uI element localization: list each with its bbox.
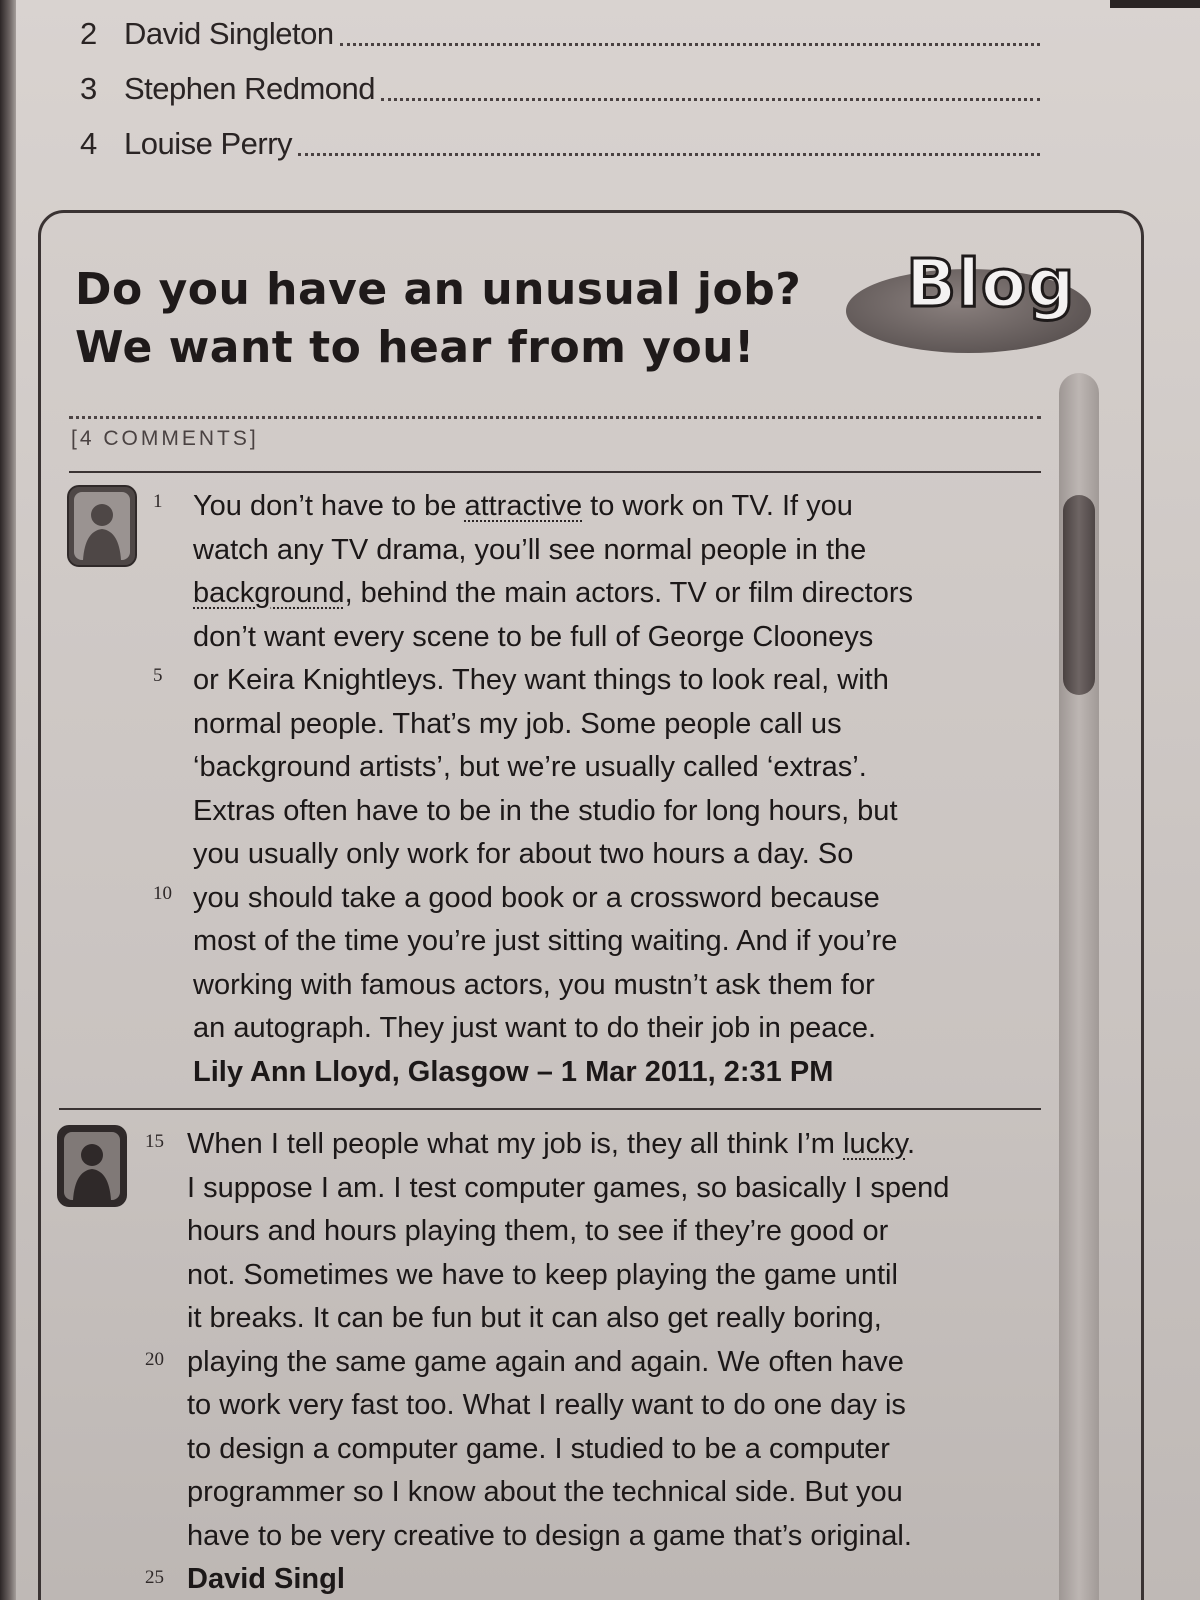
comment-line: don’t want every scene to be full of George Clooneys [193,620,874,653]
scrollbar-thumb[interactable] [1063,495,1095,695]
comment-line: playing the same game again and again. We often have [187,1345,904,1378]
text-run: , behind the main actors. TV or film directors [344,577,913,609]
comment-line: an autograph. They just want to do their job in peace. [193,1012,877,1044]
answer-row [80,107,1040,162]
answer-row [80,52,1040,107]
line-number: 10 [153,883,172,904]
comment-line: or Keira Knightleys. They want things to look real, with [193,664,889,696]
dotted-divider [69,416,1041,419]
line-number: 5 [153,665,163,686]
comment-line: normal people. That’s my job. Some people call us [193,707,842,740]
user-avatar-icon [67,485,137,567]
line-number: 20 [145,1349,164,1370]
answer-blank[interactable] [381,98,1040,101]
answer-list [80,0,1040,162]
line-number: 15 [145,1131,164,1152]
blog-title [75,261,801,377]
comment-line: programmer so I know about the technical side. But you [187,1476,903,1508]
text-run: . [906,1128,915,1160]
comment-line: it breaks. It can be fun but it can also get really boring, [187,1302,882,1334]
divider [69,471,1041,473]
text-run: You don’t have to be [193,490,465,522]
comment-line [193,572,913,616]
user-avatar-icon [57,1125,127,1207]
text-run: to work on TV. If you [582,490,853,522]
comment-line: I suppose I am. I test computer games, so basically I spend [187,1171,950,1204]
answer-blank[interactable] [340,43,1040,46]
line-number: 25 [145,1567,164,1588]
comment-signature: David Singl [187,1563,345,1595]
badge-label: Blog [906,245,1076,322]
comment-line: to design a computer game. I studied to be a computer [187,1432,890,1465]
comment-signature: Lily Ann Lloyd, Glasgow – 1 Mar 2011, 2:31 PM [193,1055,834,1088]
underlined-word: lucky [843,1128,907,1160]
comment-line: ‘background artists’, but we’re usually called ‘extras’. [193,751,867,783]
comment-line: you usually only work for about two hours a day. So [193,838,854,870]
comment-body [193,485,913,1094]
blog-title-line: Do you have an unusual job? [75,264,802,315]
comment-body [187,1123,949,1600]
answer-blank[interactable] [298,153,1040,156]
text-run: When I tell people what my job is, they all think I’m [187,1128,844,1160]
comment-line [193,485,913,529]
comment-line: hours and hours playing them, to see if they’re good or [187,1215,889,1247]
underlined-word: background [193,577,345,609]
comment-line: to work very fast too. What I really want to do one day is [187,1389,906,1421]
answer-number: 2 [80,16,97,51]
comment-line: working with famous actors, you mustn’t ask them for [193,968,875,1001]
answer-name: Stephen Redmond [124,71,376,106]
comment-line: most of the time you’re just sitting waiting. And if you’re [193,925,898,957]
answer-number: 4 [80,126,97,161]
answer-name: David Singleton [124,16,334,51]
comment-line [187,1123,949,1167]
page-corner [1110,0,1200,8]
comment-divider [59,1108,1041,1110]
line-number: 1 [153,491,163,512]
underlined-word: attractive [464,490,583,522]
comment-line: not. Sometimes we have to keep playing the game until [187,1258,898,1291]
blog-title-line: We want to hear from you! [75,322,755,373]
answer-row [80,0,1040,52]
comment-line: you should take a good book or a crossword because [193,881,880,914]
comment-line: Extras often have to be in the studio for long hours, but [193,794,898,827]
blog-panel [38,210,1144,1600]
blog-badge [846,245,1091,351]
comment-line: have to be very creative to design a game that’s original. [187,1519,912,1552]
answer-number: 3 [80,71,97,106]
comments-count: [4 COMMENTS] [71,427,259,450]
page-spine [0,0,16,1600]
comment-line: watch any TV drama, you’ll see normal people in the [193,533,867,566]
answer-name: Louise Perry [124,126,293,161]
